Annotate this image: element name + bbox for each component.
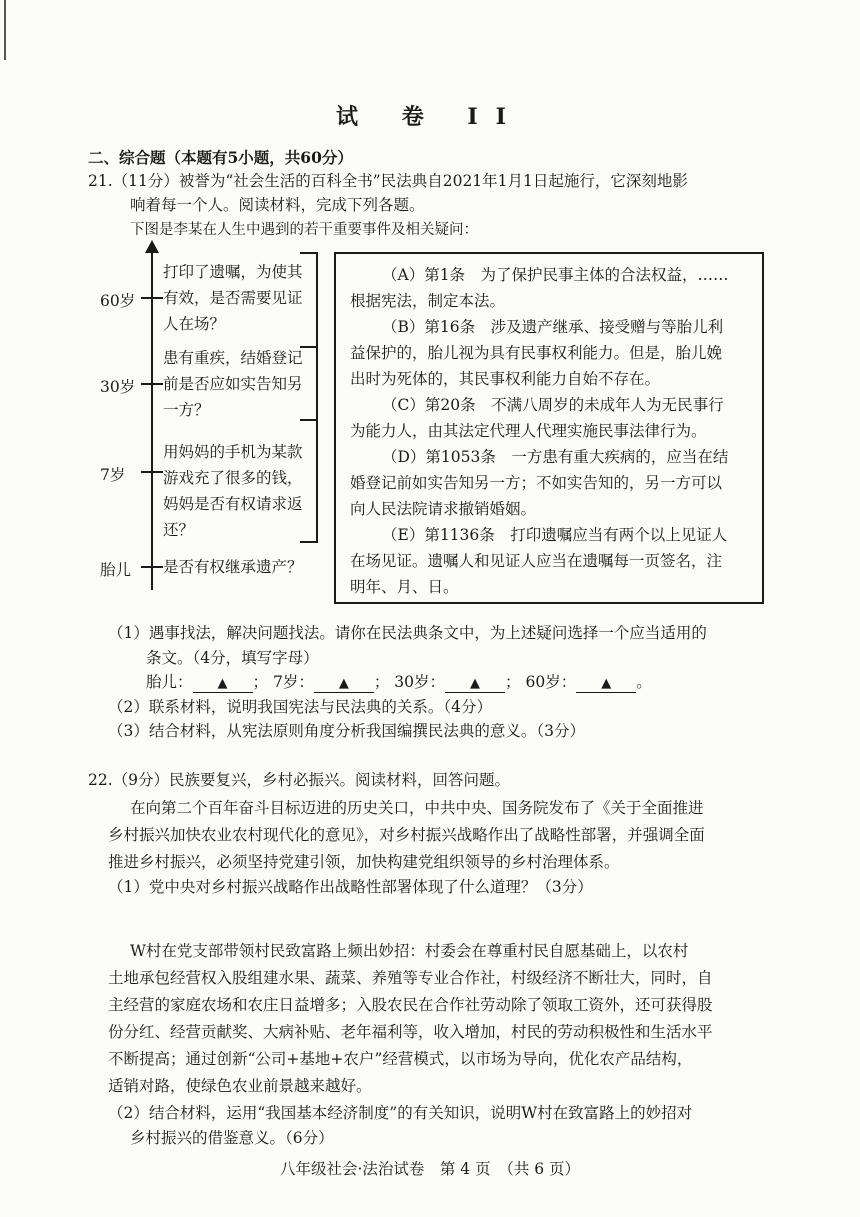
fill-sep: ； <box>505 673 521 691</box>
law-b-line3: 出时为死体的，其民事权利能力自始不存在。 <box>350 370 661 388</box>
q22-material2-line6: 适销对路，使绿色农业前景越来越好。 <box>108 1077 372 1095</box>
fill-label-7: 7岁： <box>272 673 314 691</box>
age-label-fetus: 胎儿 <box>100 561 132 579</box>
fill-sep: ； <box>252 673 269 691</box>
event-30-line3: 一方？ <box>163 401 210 419</box>
law-c-line1: （C）第20条 不满八周岁的未成年人为无民事行 <box>382 396 724 414</box>
event-fetus-line1: 是否有权继承遗产？ <box>163 558 303 576</box>
law-c-line2: 为能力人，由其法定代理人代理实施民事法律行为。 <box>350 422 707 440</box>
event-60 <box>163 259 303 337</box>
q22-material1-line1: 在向第二个百年奋斗目标迈进的历史关口，中共中央、国务院发布了《关于全面推进 <box>130 799 704 817</box>
law-a-line2: 根据宪法，制定本法。 <box>350 292 506 310</box>
timeline-axis <box>151 250 153 590</box>
answer-blank-60[interactable]: ▲ <box>576 676 636 693</box>
fill-sep: ； <box>373 673 390 691</box>
event-7-line1: 用妈妈的手机为某款 <box>163 443 303 461</box>
figure-caption: 下图是李某在人生中遇到的若干重要事件及相关疑问： <box>130 222 478 238</box>
event-7-line3: 妈妈是否有权请求返 <box>163 495 303 513</box>
event-30 <box>163 345 303 423</box>
q22-material2-line5: 不断提高；通过创新“公司+基地+农户”经营模式，以市场为导向，优化农产品结构， <box>108 1050 693 1068</box>
law-d-line2: 婚登记前如实告知另一方；不如实告知的，另一方可以 <box>350 474 723 492</box>
event-7-line2: 游戏充了很多的钱， <box>163 469 303 487</box>
q22-sub2-line2: 乡村振兴的借鉴意义。（6分） <box>130 1129 334 1147</box>
q22-material2-line4: 份分红、经营贡献奖、大病补贴、老年福利等，收入增加，村民的劳动积极性和生活水平 <box>108 1023 713 1041</box>
fill-in-row <box>146 675 652 693</box>
q22-sub2-line1: （2）结合材料，运用“我国基本经济制度”的有关知识，说明W村在致富路上的妙招对 <box>108 1104 693 1122</box>
timeline-tick-30 <box>141 383 163 385</box>
q22-material2-line1: W村在党支部带领村民致富路上频出妙招：村委会在尊重村民自愿基础上，以农村 <box>130 942 689 960</box>
event-30-line2: 前是否应如实告知另 <box>163 375 303 393</box>
timeline-bracket <box>300 419 318 543</box>
fill-end: 。 <box>636 673 652 691</box>
q22-material1 <box>130 795 704 822</box>
event-60-line3: 人在场？ <box>163 315 226 333</box>
event-60-line1: 打印了遗嘱，为使其 <box>163 263 303 281</box>
event-7 <box>163 439 303 543</box>
age-label-7: 7岁 <box>100 466 126 484</box>
section-header: 二、综合题（本题有5小题，共60分） <box>88 148 353 167</box>
q22-material1-line3: 推进乡村振兴，必须坚持党建引领，加快构建党组织领导的乡村治理体系。 <box>108 853 620 871</box>
law-d-line1: （D）第1053条 一方患有重大疾病的，应当在结 <box>382 448 729 466</box>
timeline-tick-fetus <box>141 566 163 568</box>
q22-material2-first <box>130 938 688 965</box>
q22-sub1: （1）党中央对乡村振兴战略作出战略性部署体现了什么道理？（3分） <box>108 878 593 896</box>
law-d-line3: 向人民法院请求撤销婚姻。 <box>350 500 537 518</box>
q21-sub1-line2: 条文。（4分，填写字母） <box>146 649 319 667</box>
age-label-30: 30岁 <box>100 378 136 396</box>
page-title: 试 卷 II <box>336 104 524 130</box>
answer-blank-7[interactable]: ▲ <box>314 676 374 693</box>
event-fetus <box>163 554 303 580</box>
fill-label-30: 30岁： <box>394 673 446 691</box>
event-60-line2: 有效，是否需要见证 <box>163 289 303 307</box>
law-b-line2: 益保护的，胎儿视为具有民事权利能力。但是，胎儿娩 <box>350 344 723 362</box>
timeline-tick-60 <box>141 297 163 299</box>
law-e-line2: 在场见证。遗嘱人和见证人应当在遗嘱每一页签名，注 <box>350 552 723 570</box>
q21-sub3: （3）结合材料，从宪法原则角度分析我国编撰民法典的意义。（3分） <box>108 722 585 740</box>
law-e-line3: 明年、月、日。 <box>350 578 459 596</box>
event-7-line4: 还？ <box>163 521 195 539</box>
q21-intro-line1: 21.（11分）被誉为“社会生活的百科全书”民法典自2021年1月1日起施行，它深刻地影 <box>88 172 688 190</box>
fill-label-fetus: 胎儿： <box>146 673 193 691</box>
q22-material2-line3: 主经营的家庭农场和农庄日益增多；入股农民在合作社劳动除了领取工资外，还可获得股 <box>108 996 713 1014</box>
age-label-60: 60岁 <box>100 292 136 310</box>
event-30-line1: 患有重疾，结婚登记 <box>163 349 303 367</box>
q21-sub2: （2）联系材料，说明我国宪法与民法典的关系。（4分） <box>108 698 492 716</box>
q22-material1-cont <box>108 822 705 876</box>
timeline-tick-7 <box>141 471 163 473</box>
civil-code-articles-box <box>334 252 764 604</box>
law-a-line1: （A）第1条 为了保护民事主体的合法权益，…… <box>382 266 729 284</box>
law-b-line1: （B）第16条 涉及遗产继承、接受赠与等胎儿利 <box>382 318 724 336</box>
page-footer: 八年级社会·法治试卷 第 4 页 （共 6 页） <box>279 1160 581 1178</box>
q22-material1-line2: 乡村振兴加快农业农村现代化的意见》，对乡村振兴战略作出了战略性部署，并强调全面 <box>108 826 705 844</box>
scan-margin-mark <box>4 0 6 60</box>
timeline-bracket <box>300 343 318 421</box>
answer-blank-30[interactable]: ▲ <box>445 676 505 693</box>
q21-intro-line2: 响着每一个人。阅读材料，完成下列各题。 <box>130 196 425 214</box>
law-e-line1: （E）第1136条 打印遗嘱应当有两个以上见证人 <box>382 526 728 544</box>
answer-blank-fetus[interactable]: ▲ <box>193 676 253 693</box>
q22-material2-line2: 土地承包经营权入股组建水果、蔬菜、养殖等专业合作社，村级经济不断壮大，同时，自 <box>108 969 713 987</box>
q22-material2-cont <box>108 965 713 1100</box>
q22-intro: 22.（9分）民族要复兴，乡村必振兴。阅读材料，回答问题。 <box>88 771 511 789</box>
fill-label-60: 60岁： <box>525 673 577 691</box>
q21-sub1-line1: （1）遇事找法，解决问题找法。请你在民法典条文中，为上述疑问选择一个应当适用的 <box>108 624 707 642</box>
